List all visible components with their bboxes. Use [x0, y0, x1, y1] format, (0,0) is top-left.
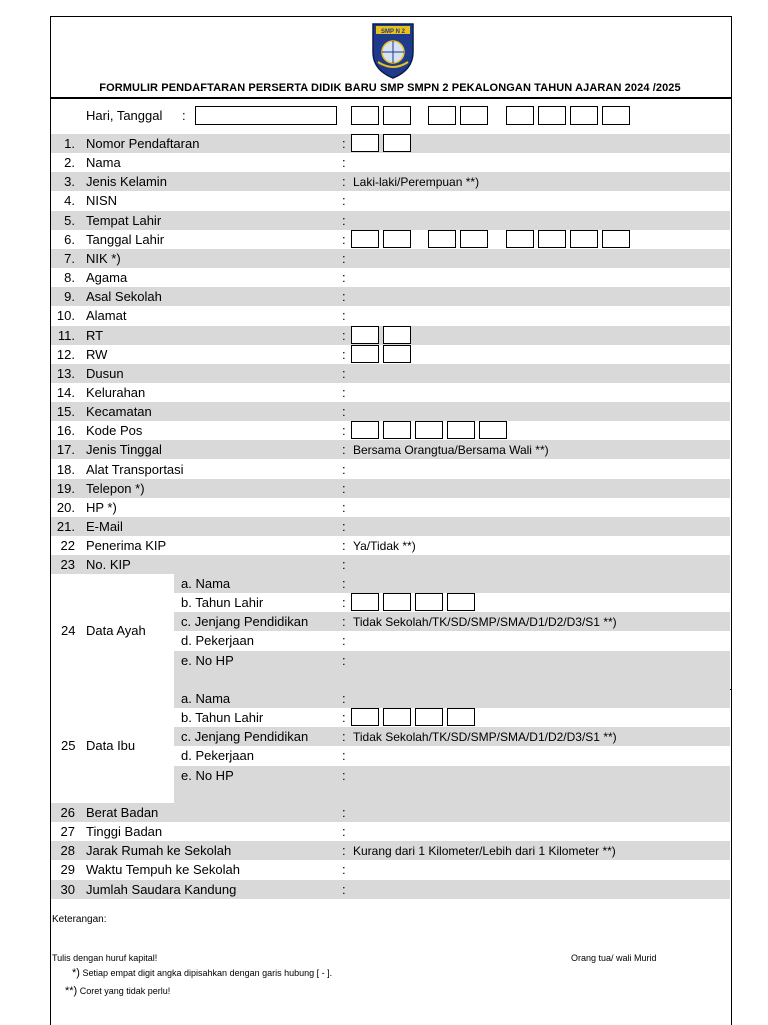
field-label: Penerima KIP: [86, 538, 167, 553]
ayah-item-colon: :: [342, 595, 346, 610]
field-row: [51, 306, 730, 325]
ayah-item-label: c. Jenjang Pendidikan: [181, 614, 309, 629]
ibu-item-colon: :: [342, 748, 346, 763]
extra-label: Jumlah Saudara Kandung: [86, 882, 237, 897]
extra-number: 26: [60, 805, 75, 820]
field-label: Telepon *): [86, 481, 145, 496]
field-row: [51, 517, 730, 536]
ibu-item-colon: :: [342, 768, 346, 783]
ayah-item-colon: :: [342, 576, 346, 591]
extra-label: Waktu Tempuh ke Sekolah: [86, 862, 240, 877]
day-input[interactable]: [195, 106, 337, 125]
digit-box[interactable]: [570, 230, 598, 248]
field-label: RT: [86, 328, 104, 343]
digit-box[interactable]: [383, 421, 411, 439]
field-label: No. KIP: [86, 557, 131, 572]
note2-mark: **): [65, 985, 78, 997]
field-label: Alat Transportasi: [86, 462, 184, 477]
field-colon: :: [342, 347, 346, 362]
field-row: [51, 536, 730, 555]
field-label: Jenis Tinggal: [86, 442, 162, 457]
extra-number: 28: [60, 843, 75, 858]
date-digit-box[interactable]: [351, 106, 379, 125]
ibu-item-label: c. Jenjang Pendidikan: [181, 729, 309, 744]
extra-field-row: [51, 880, 730, 899]
field-number: 10.: [56, 308, 75, 323]
field-number: 3.: [64, 174, 75, 189]
note2-row: [65, 985, 170, 997]
field-colon: :: [342, 193, 346, 208]
extra-field-row: [51, 822, 730, 841]
digit-box[interactable]: [460, 230, 488, 248]
field-colon: :: [342, 270, 346, 285]
note1-text: Setiap empat digit angka dipisahkan dengan garis hubung [ - ].: [82, 968, 333, 978]
year-digit-box[interactable]: [506, 106, 534, 125]
field-label: RW: [86, 347, 108, 362]
digit-box[interactable]: [479, 421, 507, 439]
extra-number: 30: [60, 882, 75, 897]
field-row: [51, 268, 730, 287]
field-number: 21.: [56, 519, 75, 534]
note1-mark: *): [72, 967, 80, 979]
ayah-item-row: [174, 651, 730, 670]
field-row: [51, 383, 730, 402]
ayah-item-colon: :: [342, 614, 346, 629]
note1-row: [72, 967, 332, 979]
ayah-number: 24: [61, 623, 76, 638]
field-number: 19.: [56, 481, 75, 496]
ayah-item-label: d. Pekerjaan: [181, 633, 254, 648]
ayah-item-colon: :: [342, 633, 346, 648]
field-value[interactable]: Laki-laki/Perempuan **): [353, 175, 480, 189]
extra-colon: :: [342, 805, 346, 820]
digit-box[interactable]: [383, 230, 411, 248]
field-number: 8.: [64, 270, 75, 285]
field-label: NIK *): [86, 251, 121, 266]
field-label: Alamat: [86, 308, 127, 323]
field-colon: :: [342, 442, 346, 457]
field-number: 14.: [56, 385, 75, 400]
extra-value[interactable]: Kurang dari 1 Kilometer/Lebih dari 1 Kilometer **): [353, 844, 616, 858]
field-colon: :: [342, 174, 346, 189]
title-divider: [50, 97, 731, 99]
notes-heading: Keterangan:: [52, 914, 107, 925]
field-label: Kode Pos: [86, 423, 143, 438]
digit-box[interactable]: [383, 345, 411, 363]
field-number: 12.: [56, 347, 75, 362]
digit-box[interactable]: [351, 230, 379, 248]
notes-line1: Tulis dengan huruf kapital!: [52, 953, 158, 963]
signature-label: Orang tua/ wali Murid: [571, 953, 657, 963]
field-row: [51, 172, 730, 191]
field-label: Nomor Pendaftaran: [86, 136, 200, 151]
field-colon: :: [342, 385, 346, 400]
field-number: 5.: [64, 213, 75, 228]
digit-box[interactable]: [383, 326, 411, 344]
note2-text: Coret yang tidak perlu!: [79, 986, 171, 996]
digit-box[interactable]: [447, 421, 475, 439]
ibu-item-colon: :: [342, 691, 346, 706]
ibu-spacer-row: [174, 785, 730, 804]
field-colon: :: [342, 213, 346, 228]
year-digit-box[interactable]: [570, 106, 598, 125]
year-digit-box[interactable]: [602, 106, 630, 125]
field-colon: :: [342, 519, 346, 534]
ibu-item-value[interactable]: Tidak Sekolah/TK/SD/SMP/SMA/D1/D2/D3/S1 **): [353, 730, 617, 744]
extra-field-row: [51, 860, 730, 879]
digit-box[interactable]: [351, 134, 379, 152]
extra-colon: :: [342, 824, 346, 839]
field-row: [51, 460, 730, 479]
digit-box[interactable]: [415, 593, 443, 611]
ibu-item-colon: :: [342, 729, 346, 744]
field-colon: :: [342, 366, 346, 381]
digit-box[interactable]: [383, 708, 411, 726]
field-number: 11.: [57, 328, 75, 343]
ibu-item-label: a. Nama: [181, 691, 231, 706]
extra-number: 29: [60, 862, 75, 877]
field-number: 2.: [64, 155, 75, 170]
ayah-item-row: [174, 631, 730, 650]
digit-box[interactable]: [447, 593, 475, 611]
field-colon: :: [342, 251, 346, 266]
ayah-item-row: [174, 574, 730, 593]
ibu-item-label: b. Tahun Lahir: [181, 710, 264, 725]
field-label: Asal Sekolah: [86, 289, 162, 304]
field-row: [51, 402, 730, 421]
field-number: 15.: [56, 404, 75, 419]
field-value[interactable]: Bersama Orangtua/Bersama Wali **): [353, 443, 549, 457]
digit-box[interactable]: [351, 708, 379, 726]
field-number: 9.: [64, 289, 75, 304]
digit-box[interactable]: [351, 345, 379, 363]
digit-box[interactable]: [538, 230, 566, 248]
field-label: Kecamatan: [86, 404, 152, 419]
field-row: [51, 153, 730, 172]
field-label: Tanggal Lahir: [86, 232, 165, 247]
field-row: [51, 191, 730, 210]
field-label: NISN: [86, 193, 118, 208]
digit-box[interactable]: [351, 593, 379, 611]
field-row: [51, 479, 730, 498]
field-number: 22: [60, 538, 75, 553]
field-number: 4.: [64, 193, 75, 208]
year-digit-box[interactable]: [538, 106, 566, 125]
field-colon: :: [342, 308, 346, 323]
field-colon: :: [342, 500, 346, 515]
field-row: [51, 249, 730, 268]
field-colon: :: [342, 155, 346, 170]
field-row: [51, 555, 730, 574]
field-number: 20.: [56, 500, 75, 515]
field-row: [51, 364, 730, 383]
digit-box[interactable]: [351, 421, 379, 439]
ibu-item-row: [174, 689, 730, 708]
field-colon: :: [342, 136, 346, 151]
field-label: Tempat Lahir: [86, 213, 162, 228]
extra-colon: :: [342, 843, 346, 858]
field-number: 18.: [56, 462, 75, 477]
ibu-item-row: [174, 766, 730, 785]
extra-label: Berat Badan: [86, 805, 159, 820]
digit-box[interactable]: [428, 230, 456, 248]
field-label: E-Mail: [86, 519, 123, 534]
extra-label: Tinggi Badan: [86, 824, 163, 839]
field-value[interactable]: Ya/Tidak **): [353, 539, 416, 553]
digit-box[interactable]: [447, 708, 475, 726]
svg-text:SMP N 2: SMP N 2: [381, 29, 405, 35]
field-row: [51, 287, 730, 306]
field-colon: :: [342, 481, 346, 496]
ayah-item-colon: :: [342, 653, 346, 668]
field-label: Kelurahan: [86, 385, 146, 400]
field-number: 17.: [56, 442, 75, 457]
field-label: HP *): [86, 500, 117, 515]
ibu-item-label: d. Pekerjaan: [181, 748, 254, 763]
field-number: 16.: [56, 423, 75, 438]
extra-number: 27: [60, 824, 75, 839]
extra-field-row: [51, 803, 730, 822]
date-colon: :: [182, 108, 186, 123]
extra-colon: :: [342, 882, 346, 897]
ibu-item-label: e. No HP: [181, 768, 234, 783]
ibu-item-row: [174, 746, 730, 765]
ibu-item-colon: :: [342, 710, 346, 725]
form-title: FORMULIR PENDAFTARAN PERSERTA DIDIK BARU SMP SMPN 2 PEKALONGAN TAHUN AJARAN 2024 /2025: [99, 82, 681, 94]
field-label: Agama: [86, 270, 128, 285]
date-digit-box[interactable]: [383, 106, 411, 125]
digit-box[interactable]: [415, 708, 443, 726]
digit-box[interactable]: [506, 230, 534, 248]
field-row: [51, 211, 730, 230]
field-label: Jenis Kelamin: [86, 174, 167, 189]
ibu-number: 25: [61, 738, 76, 753]
extra-colon: :: [342, 862, 346, 877]
field-number: 23: [60, 557, 75, 572]
field-colon: :: [342, 538, 346, 553]
digit-box[interactable]: [383, 134, 411, 152]
school-logo: [370, 22, 416, 80]
ayah-item-label: b. Tahun Lahir: [181, 595, 264, 610]
digit-box[interactable]: [415, 421, 443, 439]
field-label: Nama: [86, 155, 121, 170]
field-number: 13.: [56, 366, 75, 381]
field-colon: :: [342, 462, 346, 477]
field-row: [51, 498, 730, 517]
ayah-item-value[interactable]: Tidak Sekolah/TK/SD/SMP/SMA/D1/D2/D3/S1 **): [353, 615, 617, 629]
extra-label: Jarak Rumah ke Sekolah: [86, 843, 232, 858]
field-colon: :: [342, 232, 346, 247]
digit-box[interactable]: [383, 593, 411, 611]
ayah-item-label: a. Nama: [181, 576, 231, 591]
ibu-item-row: [174, 727, 730, 746]
ayah-item-label: e. No HP: [181, 653, 234, 668]
month-digit-box[interactable]: [428, 106, 456, 125]
field-colon: :: [342, 404, 346, 419]
extra-field-row: [51, 841, 730, 860]
field-row: [51, 440, 730, 459]
digit-box[interactable]: [602, 230, 630, 248]
field-colon: :: [342, 557, 346, 572]
field-colon: :: [342, 423, 346, 438]
field-label: Dusun: [86, 366, 124, 381]
digit-box[interactable]: [351, 326, 379, 344]
field-colon: :: [342, 328, 346, 343]
ibu-label: Data Ibu: [86, 738, 136, 753]
ayah-item-row: [174, 612, 730, 631]
month-digit-box[interactable]: [460, 106, 488, 125]
field-number: 1.: [64, 136, 75, 151]
ayah-label: Data Ayah: [86, 623, 146, 638]
date-label: Hari, Tanggal: [86, 108, 163, 123]
field-number: 7.: [64, 251, 75, 266]
ayah-spacer-row: [174, 670, 730, 689]
field-colon: :: [342, 289, 346, 304]
field-number: 6.: [64, 232, 75, 247]
